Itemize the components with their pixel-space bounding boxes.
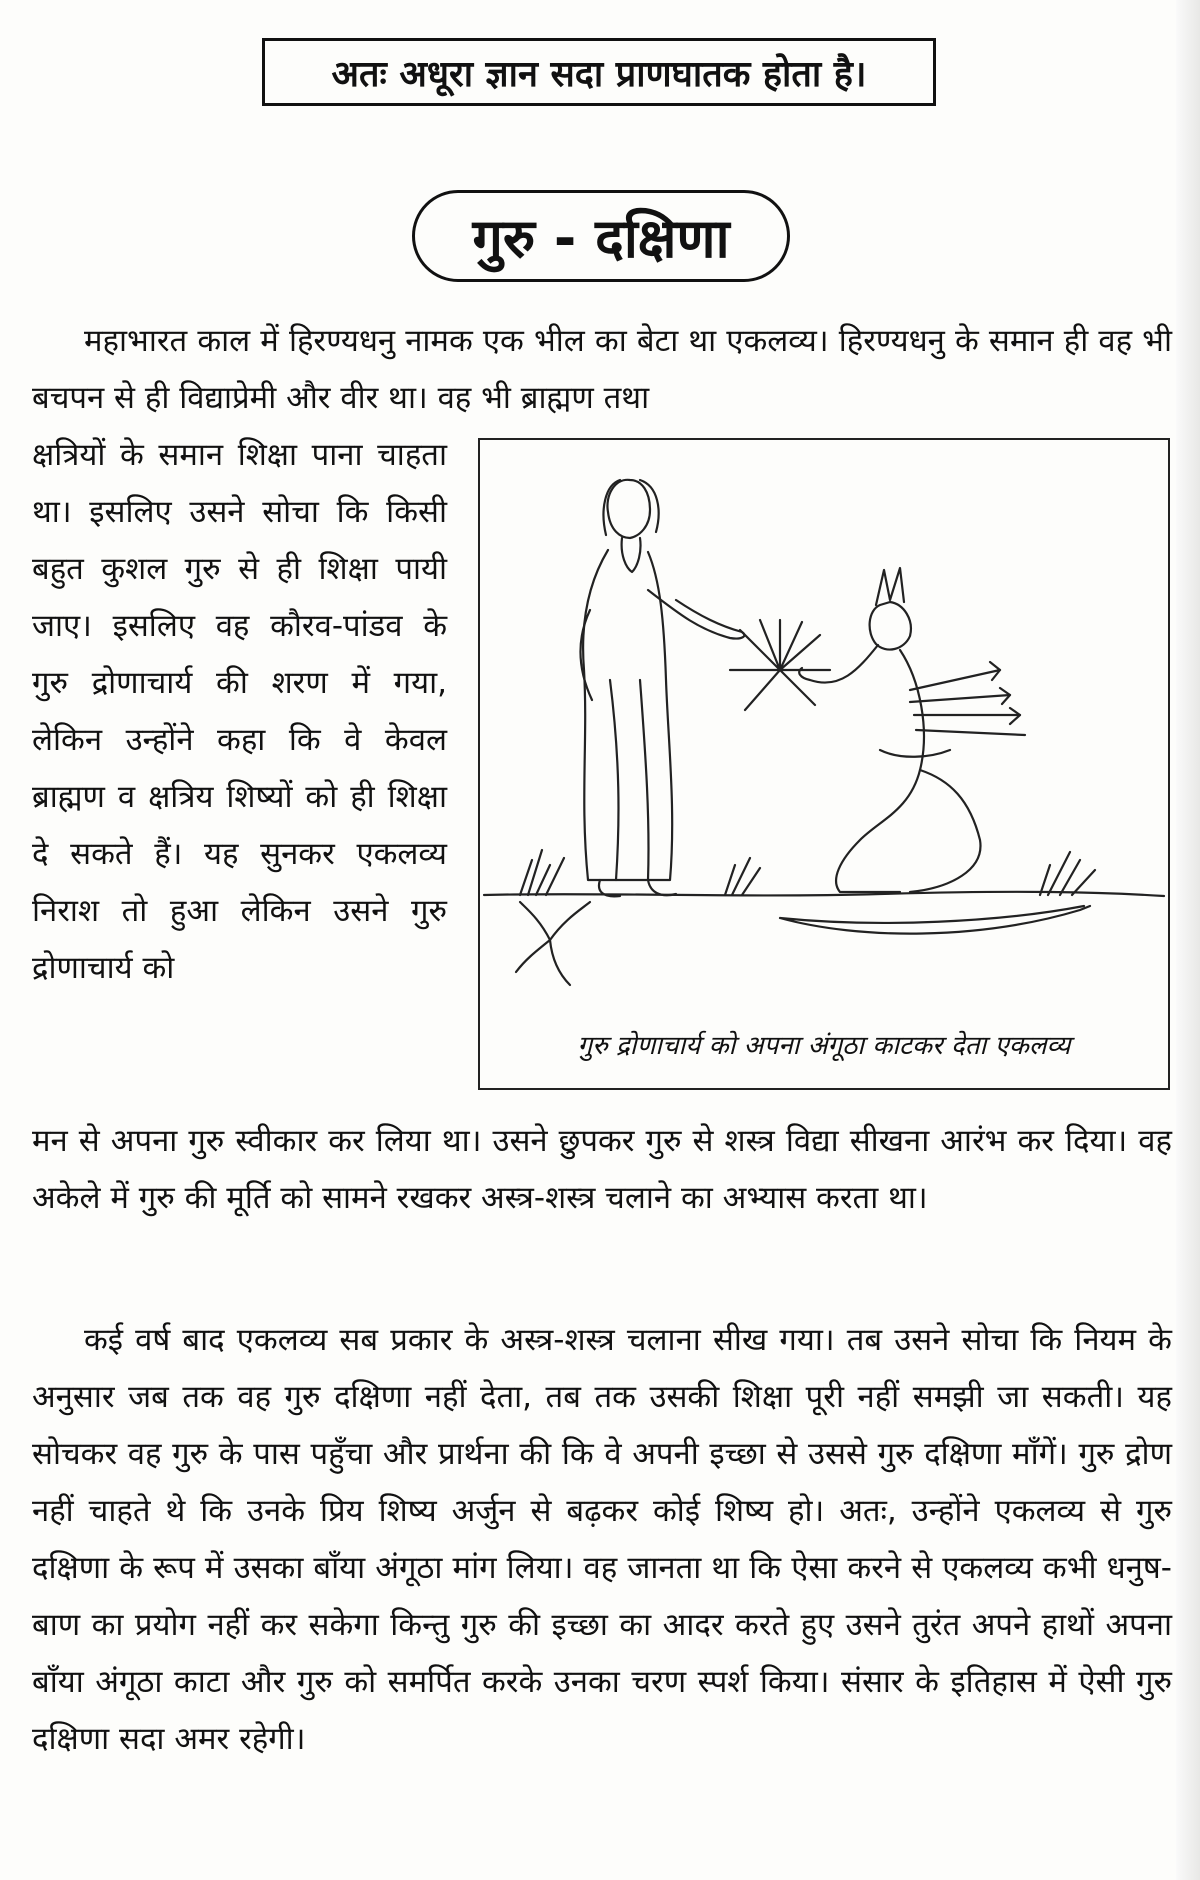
- eklavya-leg: [910, 770, 980, 892]
- eklavya-waist: [880, 750, 950, 757]
- eklavya-crown: [876, 568, 904, 605]
- page-edge-shadow: [1176, 0, 1200, 1880]
- illustration-drawing: [480, 440, 1168, 1088]
- grass-right: [1040, 852, 1095, 895]
- illustration-frame: [478, 438, 1170, 1090]
- paragraph-1-intro: महाभारत काल में हिरण्यधनु नामक एक भील का बेटा था एकलव्य। हिरण्यधनु के समान ही वह भी बचपन से ही विद्याप्रेमी और वीर था। वह भी ब्राह्मण तथा: [32, 323, 1172, 416]
- illustration-caption: गुरु द्रोणाचार्य को अपना अंगूठा काटकर देता एकलव्य: [577, 1031, 1071, 1061]
- drona-beard: [622, 538, 641, 572]
- light-rays: [730, 620, 830, 710]
- eklavya-body: [836, 650, 924, 892]
- paragraph-1-beside-image: क्षत्रियों के समान शिक्षा पाना चाहता था। इसलिए उसने सोचा कि किसी बहुत कुशल गुरु से ही शिक्षा पायी जाए। इसलिए वह कौरव-पांडव के गुरु द्रोणाचार्य की शरण में गया, लेकिन उन्होंने कहा कि वे केवल ब्राह्मण व क्षत्रिय शिष्यों को ही शिक्षा दे सकते हैं। यह सुनकर एकलव्य निराश तो हुआ लेकिन उसने गुरु द्रोणाचार्य को: [32, 437, 447, 986]
- grass-left: [520, 850, 564, 895]
- eklavya-head: [870, 602, 911, 650]
- moral-box: अतः अधूरा ज्ञान सदा प्राणघातक होता है।: [262, 38, 936, 106]
- paragraph-1-continuation: मन से अपना गुरु स्वीकार कर लिया था। उसने छुपकर गुरु से शस्त्र विद्या सीखना आरंभ कर दिया। वह अकेले में गुरु की मूर्ति को सामने रखकर अस्त्र-शस्त्र चलाने का अभ्यास करता था।: [32, 1123, 1172, 1216]
- grass-mid: [725, 858, 760, 895]
- eklavya-figure: [799, 568, 980, 892]
- story-title: गुरु - दक्षिणा: [412, 190, 790, 282]
- eklavya-arm: [799, 645, 878, 683]
- bow: [780, 906, 1090, 934]
- drona-head: [607, 480, 650, 538]
- paragraph-2: कई वर्ष बाद एकलव्य सब प्रकार के अस्त्र-शस्त्र चलाना सीख गया। तब उसने सोचा कि नियम के अनुसार जब तक वह गुरु दक्षिणा नहीं देता, तब तक उसकी शिक्षा पूरी नहीं समझी जा सकती। यह सोचकर वह गुरु के पास पहुँचा और प्रार्थना की कि वे अपनी इच्छा से उससे गुरु दक्षिणा माँगें। गुरु द्रोण नहीं चाहते थे कि उनके प्रिय शिष्य अर्जुन से बढ़कर कोई शिष्य हो। अतः, उन्होंने एकलव्य से गुरु दक्षिणा के रूप में उसका बाँया अंगूठा मांग लिया। वह जानता था कि ऐसा करने से एकलव्य कभी धनुष-बाण का प्रयोग नहीं कर सकेगा किन्तु गुरु की इच्छा का आदर करते हुए उसने तुरंत अपने हाथों अपना बाँया अंगूठा काटा और गुरु को समर्पित करके उनका चरण स्पर्श किया। संसार के इतिहास में ऐसी गुरु दक्षिणा सदा अमर रहेगी।: [32, 1322, 1172, 1757]
- flower-bottom-left: [516, 902, 590, 985]
- drona-figure: [580, 480, 744, 897]
- drona-robe-folds: [610, 680, 649, 880]
- quiver-arrows: [910, 662, 1025, 735]
